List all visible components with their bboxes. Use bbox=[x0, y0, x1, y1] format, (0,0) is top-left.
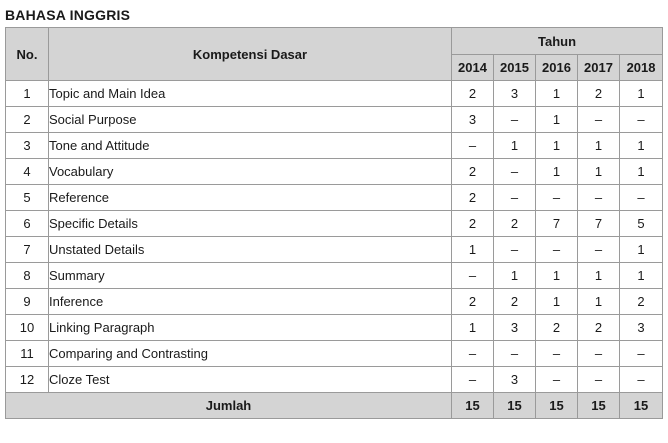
competence-name: Specific Details bbox=[49, 211, 452, 237]
year-count-cell: – bbox=[578, 185, 620, 211]
header-competence: Kompetensi Dasar bbox=[49, 28, 452, 81]
row-number: 11 bbox=[6, 341, 49, 367]
row-number: 12 bbox=[6, 367, 49, 393]
year-count-cell: – bbox=[494, 341, 536, 367]
competence-name: Comparing and Contrasting bbox=[49, 341, 452, 367]
year-count-cell: 5 bbox=[620, 211, 663, 237]
competence-name: Topic and Main Idea bbox=[49, 81, 452, 107]
year-count-cell: 2 bbox=[578, 315, 620, 341]
row-number: 1 bbox=[6, 81, 49, 107]
competence-table bbox=[5, 27, 663, 419]
header-no: No. bbox=[6, 28, 49, 81]
year-count-cell: 1 bbox=[494, 133, 536, 159]
year-count-cell: 1 bbox=[620, 81, 663, 107]
year-count-cell: 1 bbox=[536, 133, 578, 159]
table-row bbox=[6, 315, 663, 341]
year-count-cell: 3 bbox=[494, 367, 536, 393]
table-row bbox=[6, 133, 663, 159]
competence-name: Summary bbox=[49, 263, 452, 289]
year-count-cell: – bbox=[620, 185, 663, 211]
year-count-cell: 1 bbox=[578, 159, 620, 185]
competence-name: Cloze Test bbox=[49, 367, 452, 393]
year-count-cell: – bbox=[536, 237, 578, 263]
year-count-cell: – bbox=[620, 341, 663, 367]
year-count-cell: 1 bbox=[452, 237, 494, 263]
competence-name: Unstated Details bbox=[49, 237, 452, 263]
year-count-cell: – bbox=[536, 341, 578, 367]
table-row bbox=[6, 237, 663, 263]
total-cell: 15 bbox=[536, 393, 578, 419]
row-number: 7 bbox=[6, 237, 49, 263]
row-number: 2 bbox=[6, 107, 49, 133]
table-row bbox=[6, 289, 663, 315]
row-number: 6 bbox=[6, 211, 49, 237]
year-count-cell: 2 bbox=[536, 315, 578, 341]
year-count-cell: 1 bbox=[620, 237, 663, 263]
year-count-cell: – bbox=[578, 341, 620, 367]
header-year-group: Tahun bbox=[452, 28, 663, 55]
row-number: 4 bbox=[6, 159, 49, 185]
year-count-cell: 1 bbox=[578, 133, 620, 159]
header-year: 2014 bbox=[452, 55, 494, 81]
year-count-cell: 3 bbox=[494, 315, 536, 341]
year-count-cell: – bbox=[536, 367, 578, 393]
year-count-cell: 1 bbox=[536, 107, 578, 133]
year-count-cell: 1 bbox=[620, 263, 663, 289]
year-count-cell: 2 bbox=[452, 159, 494, 185]
year-count-cell: 2 bbox=[620, 289, 663, 315]
year-count-cell: – bbox=[452, 133, 494, 159]
year-count-cell: 1 bbox=[620, 159, 663, 185]
table-row bbox=[6, 341, 663, 367]
total-cell: 15 bbox=[452, 393, 494, 419]
year-count-cell: – bbox=[494, 159, 536, 185]
year-count-cell: – bbox=[578, 367, 620, 393]
year-count-cell: 1 bbox=[494, 263, 536, 289]
year-count-cell: 1 bbox=[536, 289, 578, 315]
table-row bbox=[6, 185, 663, 211]
header-year: 2015 bbox=[494, 55, 536, 81]
year-count-cell: 2 bbox=[452, 81, 494, 107]
year-count-cell: 1 bbox=[536, 81, 578, 107]
competence-name: Linking Paragraph bbox=[49, 315, 452, 341]
year-count-cell: 3 bbox=[494, 81, 536, 107]
year-count-cell: 3 bbox=[620, 315, 663, 341]
year-count-cell: – bbox=[452, 263, 494, 289]
competence-name: Vocabulary bbox=[49, 159, 452, 185]
row-number: 9 bbox=[6, 289, 49, 315]
total-cell: 15 bbox=[578, 393, 620, 419]
row-number: 3 bbox=[6, 133, 49, 159]
year-count-cell: 1 bbox=[536, 263, 578, 289]
year-count-cell: – bbox=[620, 367, 663, 393]
year-count-cell: – bbox=[536, 185, 578, 211]
year-count-cell: 1 bbox=[578, 289, 620, 315]
year-count-cell: – bbox=[494, 185, 536, 211]
year-count-cell: 2 bbox=[494, 211, 536, 237]
page-title: BAHASA INGGRIS bbox=[5, 7, 131, 23]
header-year: 2017 bbox=[578, 55, 620, 81]
year-count-cell: 1 bbox=[578, 263, 620, 289]
row-number: 8 bbox=[6, 263, 49, 289]
year-count-cell: – bbox=[494, 107, 536, 133]
total-label: Jumlah bbox=[6, 393, 452, 419]
year-count-cell: 7 bbox=[578, 211, 620, 237]
year-count-cell: – bbox=[494, 237, 536, 263]
table-row bbox=[6, 81, 663, 107]
year-count-cell: – bbox=[620, 107, 663, 133]
year-count-cell: 1 bbox=[452, 315, 494, 341]
total-cell: 15 bbox=[494, 393, 536, 419]
year-count-cell: – bbox=[578, 237, 620, 263]
competence-name: Reference bbox=[49, 185, 452, 211]
year-count-cell: 1 bbox=[620, 133, 663, 159]
competence-name: Inference bbox=[49, 289, 452, 315]
year-count-cell: 3 bbox=[452, 107, 494, 133]
row-number: 5 bbox=[6, 185, 49, 211]
year-count-cell: 2 bbox=[494, 289, 536, 315]
year-count-cell: – bbox=[578, 107, 620, 133]
table-body bbox=[6, 81, 663, 393]
row-number: 10 bbox=[6, 315, 49, 341]
year-count-cell: 2 bbox=[578, 81, 620, 107]
competence-name: Tone and Attitude bbox=[49, 133, 452, 159]
year-count-cell: – bbox=[452, 341, 494, 367]
total-cell: 15 bbox=[620, 393, 663, 419]
total-row bbox=[6, 393, 663, 419]
header-year: 2016 bbox=[536, 55, 578, 81]
table-row bbox=[6, 159, 663, 185]
year-count-cell: 2 bbox=[452, 289, 494, 315]
table-row bbox=[6, 367, 663, 393]
table-row bbox=[6, 263, 663, 289]
year-count-cell: 1 bbox=[536, 159, 578, 185]
competence-name: Social Purpose bbox=[49, 107, 452, 133]
header-year: 2018 bbox=[620, 55, 663, 81]
table-row bbox=[6, 211, 663, 237]
table-row bbox=[6, 107, 663, 133]
year-count-cell: 2 bbox=[452, 185, 494, 211]
year-count-cell: 2 bbox=[452, 211, 494, 237]
year-count-cell: 7 bbox=[536, 211, 578, 237]
year-count-cell: – bbox=[452, 367, 494, 393]
